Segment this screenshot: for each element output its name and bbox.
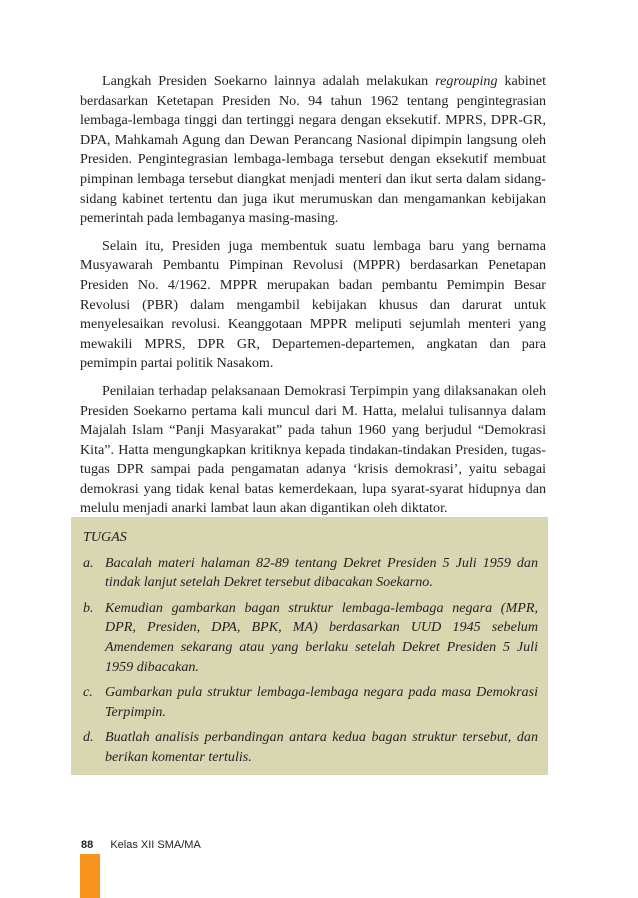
task-item — [83, 554, 538, 593]
task-letter: c. — [83, 684, 93, 701]
paragraph-regrouping — [80, 72, 546, 229]
task-text: Kemudian gambarkan bagan struktur lembaga-lembaga negara (MPR, DPR, Presiden, DPA, BPK, MA) berdasarkan UUD 1945 sebelum Amendemen sekarang atau yang berlaku setelah Dekret Presiden 5 Juli 1959 dibacakan. — [105, 599, 538, 675]
task-text: Bacalah materi halaman 82-89 tentang Dekret Presiden 5 Juli 1959 dan tindak lanjut setelah Dekret tersebut dibacakan Soekarno. — [105, 554, 538, 591]
task-box — [71, 517, 548, 775]
task-item — [83, 599, 538, 677]
task-letter: a. — [83, 554, 94, 571]
book-label: Kelas XII SMA/MA — [110, 839, 201, 851]
italic-term: regrouping — [435, 73, 498, 89]
task-item — [83, 728, 538, 767]
paragraph-hatta: Penilaian terhadap pelaksanaan Demokrasi Terpimpin yang dilaksanakan oleh Presiden Soekarno pertama kali muncul dari M. Hatta, melalui tulisannya dalam Majalah Islam “Panji Masyarakat” pada tahun 1960 yang berjudul “Demokrasi Kita”. Hatta mengungkapkan kritiknya kepada tindakan-tindakan Presiden, tugas-tugas DPR sampai pada pengamatan adanya ‘krisis demokrasi’, yaitu sebagai demokrasi yang tidak kenal batas kemerdekaan, lupa syarat-syarat hidupnya dan melulu menjadi anarki lambat laun akan digantikan oleh diktator. — [80, 382, 546, 517]
paragraph-text: kabinet berdasarkan Ketetapan Presiden No. 94 tahun 1962 tentang pengintegrasian lembaga-lembaga tinggi dan tertinggi negara dengan eksekutif. MPRS, DPR-GR, DPA, Mahkamah Agung dan Dewan Perancang Nasional dipimpin langsung oleh Presiden. Pengintegrasian lembaga-lembaga tersebut dengan eksekutif membuat pimpinan lembaga tersebut diangkat menjadi menteri dan ikut serta dalam sidang-sidang kabinet tertentu dan juga ikut merumuskan dan mengamankan kebijakan pemerintah pada lembaganya masing-masing. — [80, 73, 546, 227]
page-number: 88 — [81, 839, 94, 851]
task-letter: d. — [83, 729, 94, 746]
main-text — [80, 72, 546, 527]
task-item — [83, 683, 538, 722]
task-text: Gambarkan pula struktur lembaga-lembaga negara pada masa Demokrasi Terpimpin. — [105, 684, 538, 720]
page-footer — [81, 839, 201, 851]
task-title: TUGAS — [83, 529, 127, 545]
paragraph-text: Langkah Presiden Soekarno lainnya adalah melakukan — [102, 73, 436, 89]
task-text: Buatlah analisis perbandingan antara kedua bagan struktur tersebut, dan berikan komentar tertulis. — [105, 729, 538, 765]
task-letter: b. — [83, 599, 94, 616]
paragraph-mppr: Selain itu, Presiden juga membentuk suatu lembaga baru yang bernama Musyawarah Pembantu Pimpinan Revolusi (MPPR) berdasarkan Penetapan Presiden No. 4/1962. MPPR merupakan badan pembantu Pemimpin Besar Revolusi (PBR) dalam mengambil kebijakan khusus dan darurat untuk menyelesaikan revolusi. Keanggotaan MPPR meliputi sejumlah menteri yang mewakili MPRS, DPR GR, Departemen-departemen, angkatan dan para pemimpin partai politik Nasakom. — [80, 237, 546, 372]
accent-bar — [80, 854, 100, 898]
